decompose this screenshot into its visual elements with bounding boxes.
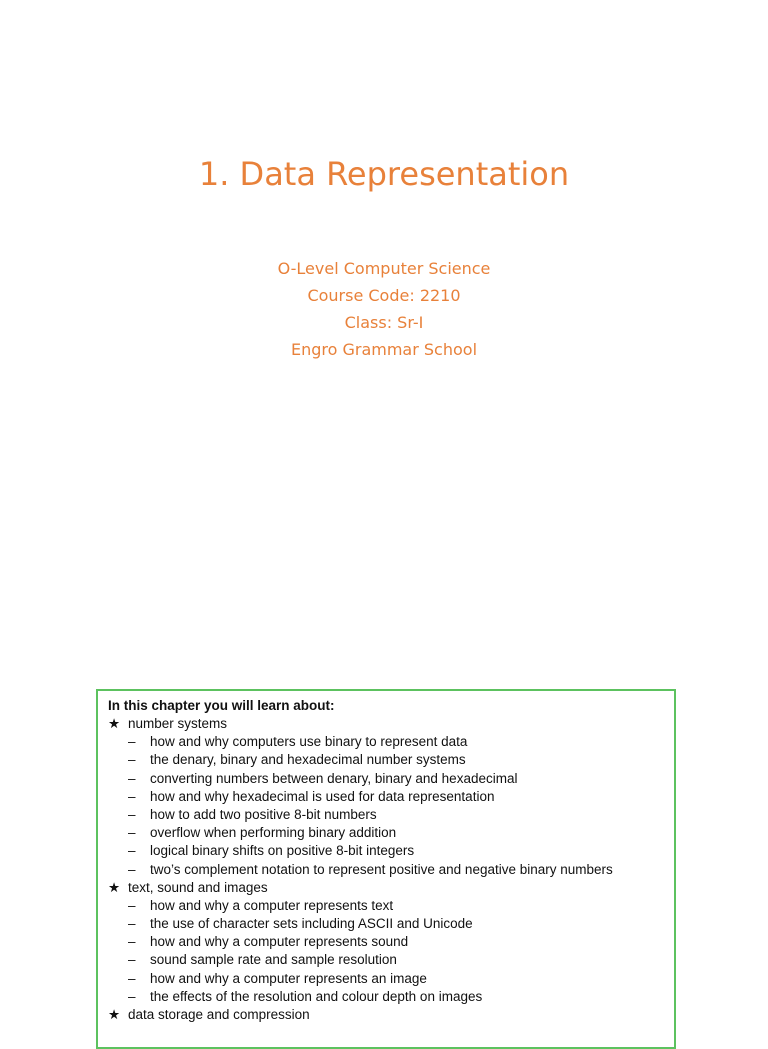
list-item	[108, 861, 674, 879]
subtitle-block	[0, 255, 768, 363]
topic-item	[108, 715, 674, 733]
list-item	[108, 951, 674, 969]
dash-icon: –	[128, 934, 136, 950]
topic-label: text, sound and images	[128, 879, 268, 895]
list-item	[108, 915, 674, 933]
list-item	[108, 897, 674, 915]
list-item-text: how and why computers use binary to represent data	[150, 734, 468, 750]
dash-icon: –	[128, 897, 136, 913]
list-item-text: how and why a computer represents sound	[150, 934, 409, 950]
list-item	[108, 788, 674, 806]
list-item-text: how and why hexadecimal is used for data representation	[150, 788, 495, 804]
dash-icon: –	[128, 825, 136, 841]
list-item-text: how to add two positive 8-bit numbers	[150, 806, 377, 822]
page-title: 1. Data Representation	[198, 155, 570, 193]
dash-icon: –	[128, 988, 136, 1004]
list-item	[108, 770, 674, 788]
learning-objectives-box	[96, 689, 676, 1049]
list-item	[108, 842, 674, 860]
list-item	[108, 733, 674, 751]
list-item-text: logical binary shifts on positive 8-bit integers	[150, 843, 415, 859]
list-item-text: the use of character sets including ASCII and Unicode	[150, 916, 473, 932]
list-item-text: sound sample rate and sample resolution	[150, 952, 397, 968]
star-icon: ★	[108, 879, 121, 895]
subtitle-line-course: O-Level Computer Science	[277, 259, 491, 278]
star-icon: ★	[108, 1007, 121, 1022]
list-item	[108, 806, 674, 824]
list-item-text: the denary, binary and hexadecimal number systems	[150, 752, 466, 768]
list-item-text: two’s complement notation to represent positive and negative binary numbers	[150, 861, 613, 877]
dash-icon: –	[128, 770, 136, 786]
list-item	[108, 970, 674, 988]
dash-icon: –	[128, 916, 136, 932]
list-item-text: the effects of the resolution and colour depth on images	[150, 988, 483, 1004]
topic-item	[108, 879, 674, 897]
list-item-text: how and why a computer represents an image	[150, 970, 427, 986]
subtitle-line-school: Engro Grammar School	[290, 340, 478, 359]
topic-label: data storage and compression	[128, 1007, 310, 1022]
subtitle-line-class: Class: Sr-I	[344, 313, 424, 332]
dash-icon: –	[128, 788, 136, 804]
star-icon: ★	[108, 716, 121, 731]
box-heading: In this chapter you will learn about:	[108, 698, 335, 713]
dash-icon: –	[128, 970, 136, 986]
topic-item	[108, 1006, 674, 1024]
list-item	[108, 824, 674, 842]
subtitle-line-code: Course Code: 2210	[307, 286, 461, 305]
topic-label: number systems	[128, 716, 228, 731]
dash-icon: –	[128, 861, 136, 877]
list-item	[108, 751, 674, 769]
dash-icon: –	[128, 843, 136, 859]
dash-icon: –	[128, 752, 136, 768]
list-item	[108, 988, 674, 1006]
dash-icon: –	[128, 952, 136, 968]
dash-icon: –	[128, 734, 136, 750]
dash-icon: –	[128, 806, 136, 822]
list-item-text: converting numbers between denary, binary and hexadecimal	[150, 770, 518, 786]
list-item-text: how and why a computer represents text	[150, 897, 394, 913]
list-item	[108, 933, 674, 951]
list-item-text: overflow when performing binary addition	[150, 825, 397, 841]
